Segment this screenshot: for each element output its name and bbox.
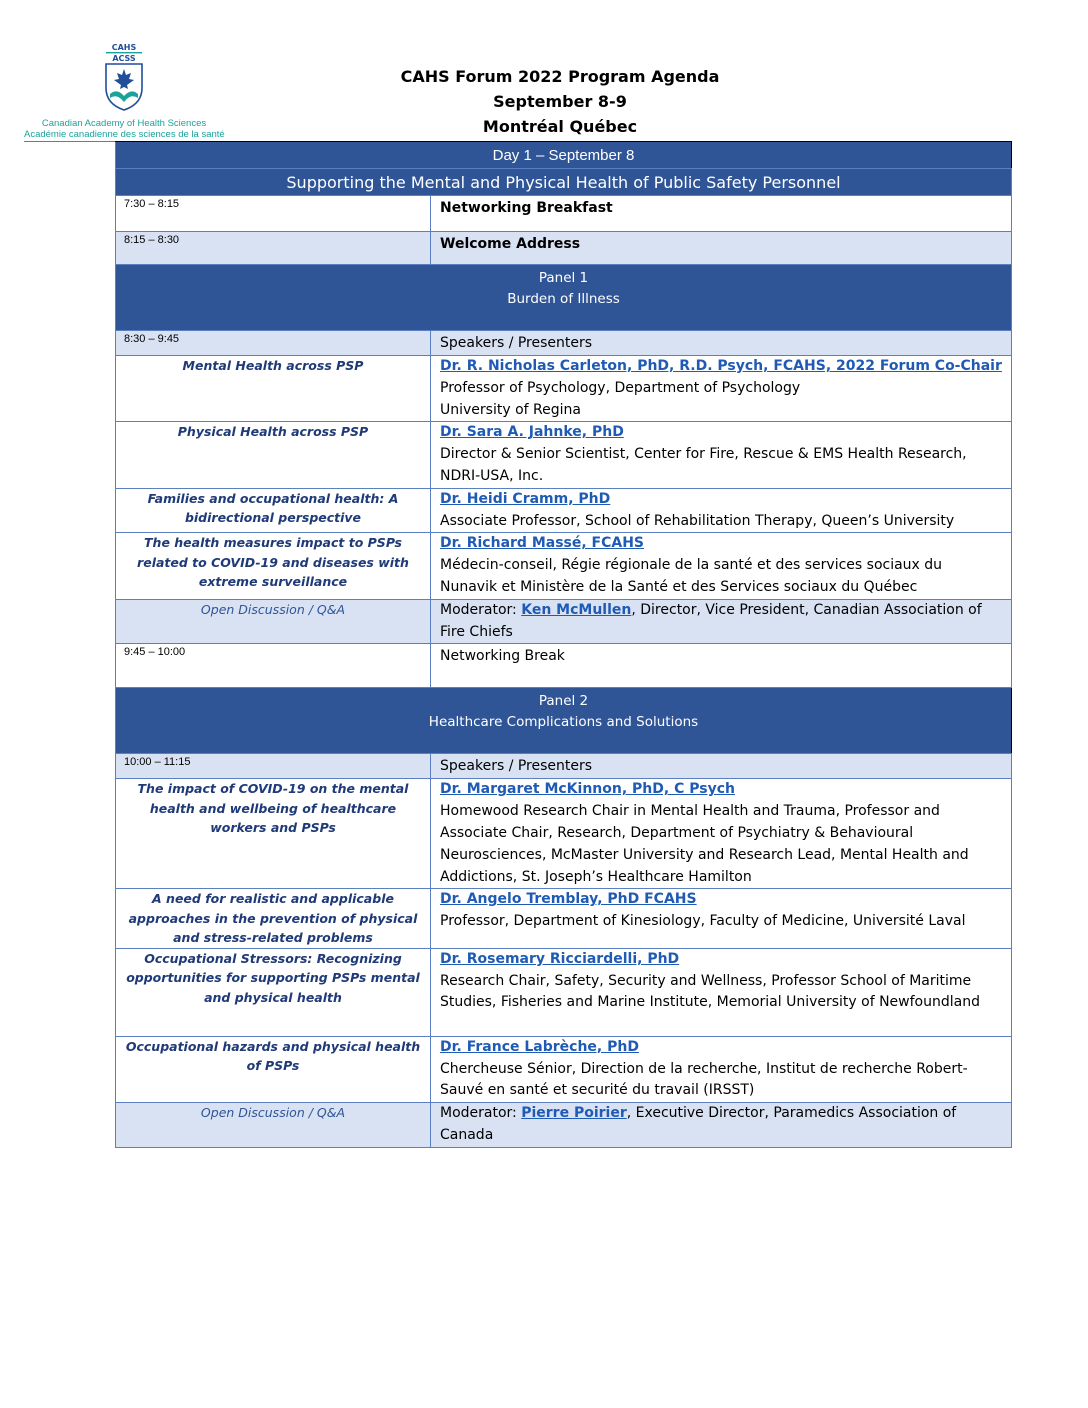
table-row bbox=[116, 533, 1012, 599]
discussion-label: Open Discussion / Q&A bbox=[116, 1103, 431, 1148]
speaker-link[interactable]: Dr. Angelo Tremblay, PhD FCAHS bbox=[440, 891, 697, 908]
speaker-affiliation: Médecin-conseil, Régie régionale de la santé et des services sociaux du Nunavik et Ministère de la Santé et des Services sociaux du Québec bbox=[440, 557, 943, 595]
session-time: 8:15 – 8:30 bbox=[116, 232, 431, 265]
logo-text-top: CAHS bbox=[111, 43, 137, 52]
speaker-link[interactable]: Dr. Sara A. Jahnke, PhD bbox=[440, 424, 624, 441]
speaker-link[interactable]: Dr. France Labrèche, PhD bbox=[440, 1038, 639, 1055]
table-row bbox=[116, 356, 1012, 422]
break-label: Networking Break bbox=[431, 644, 1012, 688]
agenda-table bbox=[115, 141, 1012, 1148]
table-row bbox=[116, 1036, 1012, 1102]
speakers-label: Speakers / Presenters bbox=[431, 754, 1012, 779]
agenda-header bbox=[260, 64, 860, 139]
session-topic: Physical Health across PSP bbox=[116, 422, 431, 488]
session-topic: The health measures impact to PSPs related to COVID-19 and diseases with extreme surveillance bbox=[116, 533, 431, 599]
panel-1-header bbox=[116, 265, 1012, 331]
theme-heading: Supporting the Mental and Physical Health of Public Safety Personnel bbox=[116, 169, 1012, 196]
panel-2-time: 10:00 – 11:15 bbox=[116, 754, 431, 779]
speaker-affiliation: Homewood Research Chair in Mental Health and Trauma, Professor and Associate Chair, Research, Department of Psychiatry & Behavioural Neurosciences, McMaster University and Research Lead, Mental Health and Addictions, St. Joseph’s Healthcare Hamilton bbox=[440, 803, 969, 885]
session-topic: Occupational Stressors: Recognizing opportunities for supporting PSPs mental and physical health bbox=[116, 948, 431, 1036]
session-time: 7:30 – 8:15 bbox=[116, 196, 431, 232]
day-heading: Day 1 – September 8 bbox=[116, 142, 1012, 169]
speakers-label: Speakers / Presenters bbox=[431, 331, 1012, 356]
panel-2-subtitle: Healthcare Complications and Solutions bbox=[428, 714, 699, 731]
table-row bbox=[116, 1103, 1012, 1148]
table-row bbox=[116, 948, 1012, 1036]
panel-1-time: 8:30 – 9:45 bbox=[116, 331, 431, 356]
cahs-crest-icon bbox=[102, 42, 146, 112]
session-topic: Mental Health across PSP bbox=[116, 356, 431, 422]
agenda-title: CAHS Forum 2022 Program Agenda bbox=[400, 67, 720, 86]
org-name-fr: Académie canadienne des sciences de la santé bbox=[24, 129, 225, 140]
moderator-role: , Executive Director, Paramedics Association of Canada bbox=[440, 1105, 957, 1144]
table-row bbox=[116, 644, 1012, 688]
session-topic: Families and occupational health: A bidirectional perspective bbox=[116, 488, 431, 533]
table-row bbox=[116, 779, 1012, 889]
speaker-link[interactable]: Dr. Rosemary Ricciardelli, PhD bbox=[440, 950, 680, 967]
panel-1-subtitle: Burden of Illness bbox=[507, 291, 620, 307]
table-row bbox=[116, 422, 1012, 488]
moderator-prefix: Moderator: bbox=[440, 601, 522, 618]
table-row bbox=[116, 232, 1012, 265]
table-row bbox=[116, 754, 1012, 779]
table-row bbox=[116, 599, 1012, 644]
speaker-affiliation: Professor, Department of Kinesiology, Faculty of Medicine, Université Laval bbox=[440, 913, 966, 930]
speaker-affiliation: Chercheuse Sénior, Direction de la recherche, Institut de recherche Robert-Sauvé en santé et securité du travail (IRSST) bbox=[440, 1060, 968, 1099]
table-row bbox=[116, 196, 1012, 232]
panel-2-header bbox=[116, 688, 1012, 754]
session-topic: Occupational hazards and physical health of PSPs bbox=[116, 1036, 431, 1102]
moderator-prefix: Moderator: bbox=[440, 1105, 522, 1122]
session-topic: A need for realistic and applicable approaches in the prevention of physical and stress-related problems bbox=[116, 889, 431, 949]
break-time: 9:45 – 10:00 bbox=[116, 644, 431, 688]
speaker-link[interactable]: Dr. R. Nicholas Carleton, PhD, R.D. Psych, FCAHS, 2022 Forum Co-Chair bbox=[440, 358, 1002, 374]
moderator-link[interactable]: Pierre Poirier bbox=[521, 1105, 627, 1122]
moderator-role: , Director, Vice President, Canadian Association of Fire Chiefs bbox=[440, 601, 982, 640]
speaker-link[interactable]: Dr. Margaret McKinnon, PhD, C Psych bbox=[440, 781, 735, 798]
speaker-link[interactable]: Dr. Richard Massé, FCAHS bbox=[440, 535, 645, 552]
speaker-affiliation: Associate Professor, School of Rehabilitation Therapy, Queen’s University bbox=[440, 512, 955, 529]
discussion-label: Open Discussion / Q&A bbox=[116, 599, 431, 644]
session-topic: The impact of COVID-19 on the mental health and wellbeing of healthcare workers and PSPs bbox=[116, 779, 431, 889]
table-row bbox=[116, 331, 1012, 356]
moderator-link[interactable]: Ken McMullen bbox=[521, 601, 632, 618]
speaker-affiliation: Director & Senior Scientist, Center for Fire, Rescue & EMS Health Research, NDRI-USA, Inc. bbox=[440, 446, 967, 484]
org-name-en: Canadian Academy of Health Sciences bbox=[41, 118, 207, 129]
speaker-affiliation: Research Chair, Safety, Security and Wellness, Professor School of Maritime Studies, Fisheries and Marine Institute, Memorial University of Newfoundland bbox=[440, 972, 980, 1011]
speaker-affiliation: Professor of Psychology, Department of Psychology University of Regina bbox=[440, 379, 801, 418]
agenda-dates: September 8-9 bbox=[493, 92, 627, 111]
panel-2-name: Panel 2 bbox=[538, 693, 589, 710]
speaker-link[interactable]: Dr. Heidi Cramm, PhD bbox=[440, 490, 611, 507]
panel-1-name: Panel 1 bbox=[538, 270, 589, 286]
agenda-location: Montréal Québec bbox=[482, 117, 638, 136]
session-label: Networking Breakfast bbox=[431, 196, 1012, 232]
logo-text-bottom: ACSS bbox=[112, 54, 136, 63]
session-label: Welcome Address bbox=[431, 232, 1012, 265]
table-row bbox=[116, 889, 1012, 949]
table-row bbox=[116, 488, 1012, 533]
